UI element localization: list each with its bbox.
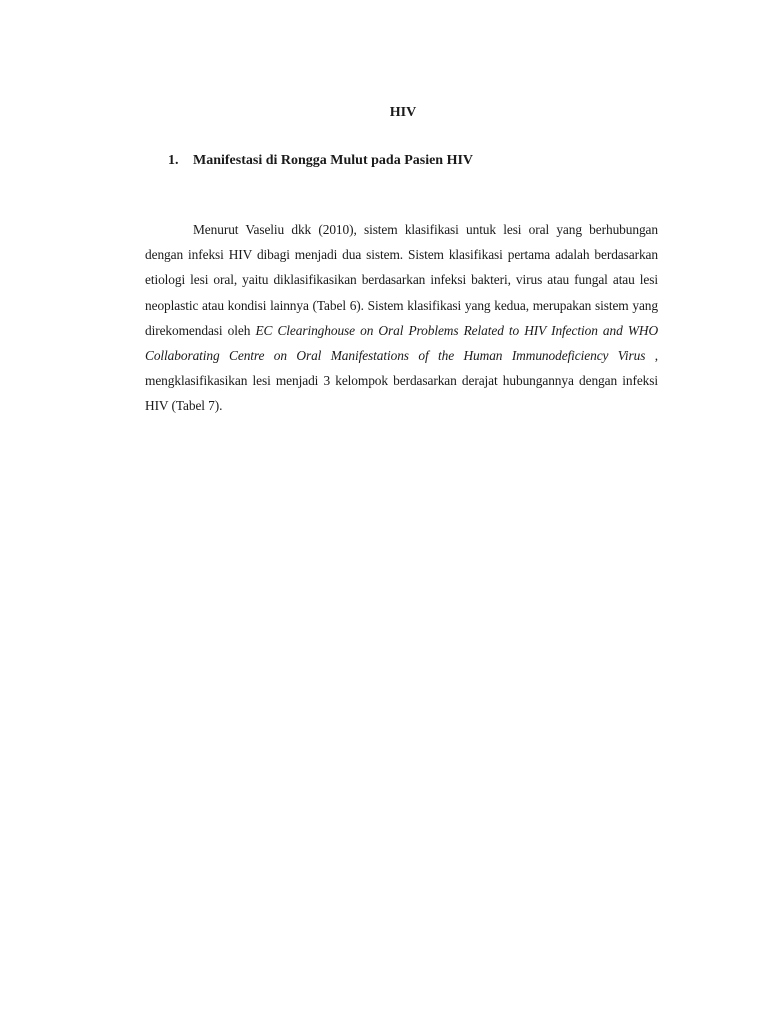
- paragraph-text-part2: , mengklasifikasikan lesi menjadi 3 kelompok berdasarkan derajat hubungannya dengan infeksi HIV (Tabel 7).: [145, 348, 659, 414]
- body-paragraph: [145, 217, 658, 419]
- section-number: 1.: [168, 153, 179, 168]
- paragraph-italic-reference: EC Clearinghouse on Oral Problems Related to HIV Infection and WHO Collaborating Centre on Oral Manifestations of the Human Immunodeficiency Virus: [145, 322, 659, 364]
- document-title: HIV: [389, 105, 417, 120]
- paragraph-text-part1: Menurut Vaseliu dkk (2010), sistem klasifikasi untuk lesi oral yang berhubungan dengan infeksi HIV dibagi menjadi dua sistem. Sistem klasifikasi pertama adalah berdasarkan etiologi lesi oral, yaitu diklasifikasikan berdasarkan infeksi bakteri, virus atau fungal atau lesi neoplastic atau kondisi lainnya (Tabel 6). Sistem klasifikasi yang kedua, merupakan sistem yang direkomendasi oleh: [145, 222, 658, 338]
- section-heading: [168, 152, 473, 170]
- section-heading-text: Manifestasi di Rongga Mulut pada Pasien HIV: [193, 153, 474, 168]
